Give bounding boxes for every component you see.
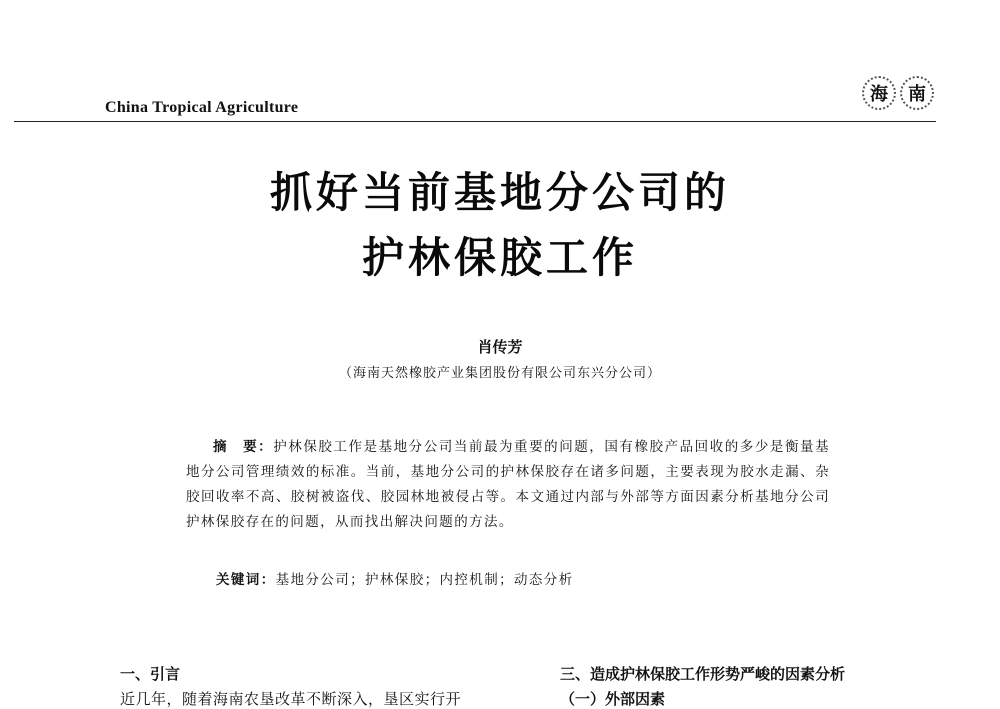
region-badge (862, 76, 934, 110)
keywords-text: 基地分公司；护林保胶；内控机制；动态分析 (275, 572, 574, 588)
region-char-1: 海 (862, 76, 896, 110)
keywords (216, 568, 574, 588)
section-body-text: 近几年，随着海南农垦改革不断深入，垦区实行开 (120, 690, 462, 708)
article-title-line-2: 护林保胶工作 (361, 233, 638, 282)
section-heading-factors: 三、造成护林保胶工作形势严峻的因素分析 (560, 665, 846, 683)
keywords-label: 关键词： (216, 572, 276, 588)
region-char-2: 南 (900, 76, 934, 110)
section-heading-introduction: 一、引言 (120, 665, 181, 683)
abstract-label: 摘 要： (213, 439, 274, 455)
author-affiliation: （海南天然橡胶产业集团股份有限公司东兴分公司） (338, 366, 661, 381)
journal-name: China Tropical Agriculture (105, 99, 299, 116)
subsection-heading-external: （一）外部因素 (560, 690, 666, 708)
header-rule (14, 121, 936, 122)
abstract-text: 护林保胶工作是基地分公司当前最为重要的问题，国有橡胶产品回收的多少是衡量基地分公司管理绩效的标准。当前，基地分公司的护林保胶存在诸多问题，主要表现为胶水走漏、杂胶回收率不高、胶树被盗伐、胶园林地被侵占等。本文通过内部与外部等方面因素分析基地分公司护林保胶存在的问题，从而找出解决问题的方法。 (186, 439, 830, 530)
abstract (186, 435, 830, 535)
article-title-line-1: 抓好当前基地分公司的 (269, 168, 730, 217)
author-name: 肖传芳 (477, 338, 523, 356)
